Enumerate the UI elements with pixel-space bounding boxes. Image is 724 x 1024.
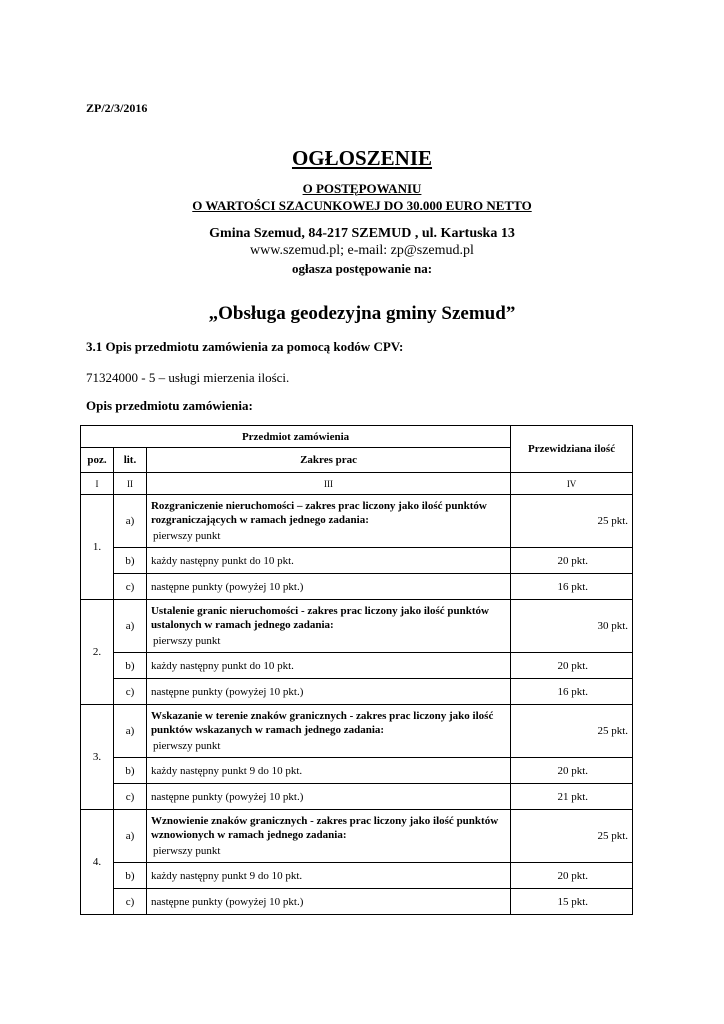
table-row — [81, 810, 633, 863]
header-subject: Przedmiot zamówienia — [81, 426, 511, 448]
table-row — [81, 574, 633, 600]
row-quantity: 25 pkt. — [511, 810, 633, 863]
row-letter: c) — [113, 574, 146, 600]
row-letter: b) — [113, 653, 146, 679]
item-text: pierwszy punkt — [152, 530, 221, 542]
header-lit: lit. — [113, 448, 146, 473]
table-row — [81, 600, 633, 653]
announce-line: ogłasza postępowanie na: — [291, 261, 433, 276]
row-quantity: 20 pkt. — [511, 548, 633, 574]
group-heading: Ustalenie granic nieruchomości - zakres prac liczony jako ilość punktów ustalonych w ramach jednego zadania: — [150, 605, 489, 631]
specification-table — [80, 425, 633, 915]
row-scope — [146, 810, 510, 863]
row-letter: a) — [113, 600, 146, 653]
subtitle-value: O WARTOŚCI SZACUNKOWEJ DO 30.000 EURO NETTO — [192, 198, 532, 213]
table-row — [81, 758, 633, 784]
table-row — [81, 495, 633, 548]
row-letter: b) — [113, 863, 146, 889]
roman-3: III — [146, 473, 510, 495]
group-heading: Wznowienie znaków granicznych - zakres prac liczony jako ilość punktów wznowionych w ramach jednego zadania: — [150, 815, 499, 841]
table-header-row — [81, 426, 633, 448]
item-text: każdy następny punkt do 10 pkt. — [146, 548, 510, 574]
row-quantity: 21 pkt. — [511, 784, 633, 810]
item-text: następne punkty (powyżej 10 pkt.) — [146, 784, 510, 810]
row-letter: b) — [113, 548, 146, 574]
header-pos: poz. — [81, 448, 114, 473]
row-quantity: 16 pkt. — [511, 574, 633, 600]
row-quantity: 20 pkt. — [511, 863, 633, 889]
procurement-subject: „Obsługa geodezyjna gminy Szemud” — [208, 303, 516, 324]
description-heading: Opis przedmiotu zamówienia: — [86, 398, 253, 413]
table-row — [81, 679, 633, 705]
table-row — [81, 653, 633, 679]
table-row — [81, 889, 633, 915]
subtitle-procedure: O POSTĘPOWANIU — [302, 181, 422, 196]
item-text: pierwszy punkt — [152, 845, 221, 857]
row-letter: a) — [113, 495, 146, 548]
row-letter: c) — [113, 889, 146, 915]
cpv-heading: 3.1 Opis przedmiotu zamówienia za pomocą kodów CPV: — [86, 339, 404, 354]
table-row — [81, 705, 633, 758]
row-quantity: 15 pkt. — [511, 889, 633, 915]
row-position: 3. — [81, 705, 114, 810]
row-position: 2. — [81, 600, 114, 705]
table-row — [81, 863, 633, 889]
row-letter: b) — [113, 758, 146, 784]
row-letter: c) — [113, 784, 146, 810]
row-quantity: 16 pkt. — [511, 679, 633, 705]
row-quantity: 20 pkt. — [511, 758, 633, 784]
row-quantity: 25 pkt. — [511, 705, 633, 758]
document-title: OGŁOSZENIE — [291, 146, 433, 170]
row-scope — [146, 600, 510, 653]
roman-2: II — [113, 473, 146, 495]
table-row — [81, 548, 633, 574]
item-text: każdy następny punkt do 10 pkt. — [146, 653, 510, 679]
group-heading: Rozgraniczenie nieruchomości – zakres prac liczony jako ilość punktów rozgraniczających w ramach jednego zadania: — [150, 500, 487, 526]
header-scope: Zakres prac — [146, 448, 510, 473]
item-text: pierwszy punkt — [152, 740, 221, 752]
row-quantity: 25 pkt. — [511, 495, 633, 548]
row-letter: a) — [113, 810, 146, 863]
item-text: następne punkty (powyżej 10 pkt.) — [146, 889, 510, 915]
item-text: każdy następny punkt 9 do 10 pkt. — [146, 863, 510, 889]
group-heading: Wskazanie w terenie znaków granicznych - zakres prac liczony jako ilość punktów wskazanych w ramach jednego zadania: — [150, 710, 494, 736]
row-position: 1. — [81, 495, 114, 600]
item-text: następne punkty (powyżej 10 pkt.) — [146, 574, 510, 600]
table-row — [81, 784, 633, 810]
row-quantity: 30 pkt. — [511, 600, 633, 653]
row-letter: c) — [113, 679, 146, 705]
item-text: następne punkty (powyżej 10 pkt.) — [146, 679, 510, 705]
organization-address: Gmina Szemud, 84-217 SZEMUD , ul. Kartuska 13 — [209, 226, 515, 241]
row-position: 4. — [81, 810, 114, 915]
roman-4: IV — [511, 473, 633, 495]
reference-number: ZP/2/3/2016 — [86, 101, 148, 115]
table-roman-row — [81, 473, 633, 495]
row-letter: a) — [113, 705, 146, 758]
row-scope — [146, 495, 510, 548]
item-text: pierwszy punkt — [152, 635, 221, 647]
roman-1: I — [81, 473, 114, 495]
header-quantity: Przewidziana ilość — [511, 426, 633, 473]
cpv-code: 71324000 - 5 – usługi mierzenia ilości. — [86, 370, 290, 385]
row-quantity: 20 pkt. — [511, 653, 633, 679]
row-scope — [146, 705, 510, 758]
item-text: każdy następny punkt 9 do 10 pkt. — [146, 758, 510, 784]
contact-line: www.szemud.pl; e-mail: zp@szemud.pl — [250, 243, 474, 258]
